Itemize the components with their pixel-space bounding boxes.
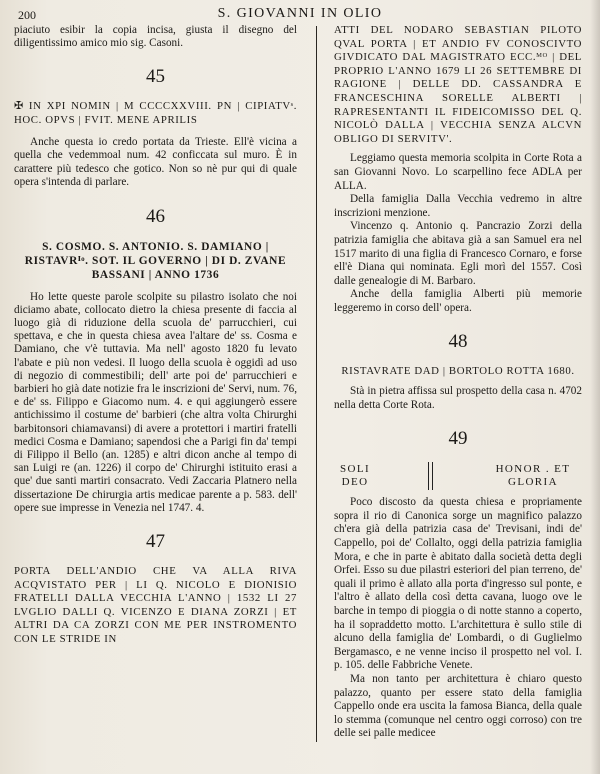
commentary-48: Stà in pietra affissa sul prospetto della casa n. 4702 nella detta Corte Rota. xyxy=(334,385,582,411)
section-number-45: 45 xyxy=(146,66,165,88)
word-gloria: GLORIA xyxy=(508,476,558,489)
page-number: 200 xyxy=(18,8,36,22)
section-number-47: 47 xyxy=(146,531,165,553)
section-number-46: 46 xyxy=(146,205,165,227)
commentary-46: Ho lette queste parole scolpite su pilastro isolato che noi diciamo abate, collocato dietro la chiesa presente di faccia al luogo già di riduzione della scuola de' parrucchieri, cui spettava, e che in questa chiesa avea l'altare de' ss. Cosma e Damiano, che v'è tuttavia. Ma nell' agosto 1820 fu levato l'abate e più non vedesi. Il luogo della scuola è oggidì ad uso di negozio di commestibili; dell' arte poi de' parrucchieri e barbieri ho già date notizie fra le inscrizioni de' Servi, num. 76, e de' ss. Filippo e Giacomo num. 4. e qui aggiungerò essere antichissimo il costume de' barbieri (che altra volta Chirurghi barbitonsori chiamavansi) di avere a protettori i martiri fratelli medici Cosma e Damiano; sapendosi che a Parigi fin da' tempi di Filippo il Bello (an. 1285) e altri dicon anche al tempo di san Luigi re (an. 1226) il corpo de' Chirurghi istituito erasi a que' due santi martiri consacrato. Vedi Zaccaria Platnero nella dissertazione De chirurgia artis medicae parente a p. 583. dell' opere sue impresse in Venezia nel 1747. 4. xyxy=(14,290,297,514)
inscription-49 xyxy=(340,462,576,490)
inscription-49-right xyxy=(490,463,576,489)
commentary-45: Anche questa io credo portata da Trieste. Ell'è vicina a quella che vedemmoal num. 42 conficcata sul muro. È in carattere più tedesco che gotico. Non so nè pur qui di quale opera s'intenda di parlare. xyxy=(14,135,297,189)
inscription-48: RISTAVRATE DAD | BORTOLO ROTTA 1680. xyxy=(341,365,575,378)
scan-shadow-edge xyxy=(590,0,600,774)
intro-paragraph: piaciuto esibir la copia incisa, giusta il disegno del diligentissimo amico mio sig. Casoni. xyxy=(14,24,297,50)
left-column xyxy=(14,24,297,647)
running-title: S. GIOVANNI IN OLIO xyxy=(217,6,383,21)
commentary-49-b: Ma non tanto per architettura è chiaro questo palazzo, quanto per essere stato della famiglia Cappello onde era uscita la famosa Bianca, della quale lo stemma (comunque nel centro oggi corroso) con tre delle sei palle medicee xyxy=(334,672,582,740)
commentary-47-c: Vincenzo q. Antonio q. Pancrazio Zorzi della patrizia famiglia che abitava già a san Samuel era nel 1517 marito di una figlia di Francesco Cornaro, e forse ell'è Diana qui nominata. Egli morì del 1557. Così dalle genealogie di M. Barbaro. xyxy=(334,220,582,287)
section-number-48: 48 xyxy=(448,331,468,353)
column-divider xyxy=(316,26,317,742)
commentary-47-b: Della famiglia Dalla Vecchia vedremo in altre inscrizioni menzione. xyxy=(334,193,582,219)
commentary-47-a: Leggiamo questa memoria scolpita in Corte Rota a san Giovanni Novo. Lo scarpellino fece ADLA per ALLA. xyxy=(334,152,582,192)
inscription-49-left xyxy=(340,463,370,489)
commentary-47-d: Anche della famiglia Alberti più memorie leggeremo in corso dell' opera. xyxy=(334,288,582,314)
inscription-45: ✠ IN XPI NOMIN | M CCCCXXVIII. PN | CIPIATVˢ. HOC. OPVS | FVIT. MENE APRILIS xyxy=(14,100,297,126)
word-soli: SOLI xyxy=(340,463,371,476)
inscription-47-continued: ATTI DEL NODARO SEBASTIAN PILOTO QVAL PORTA | ET ANDIO FV CONOSCIVTO GIVDICATO DAL MAGISTRATO ECC.ᴹᴼ | DEL PROPRIO L'ANNO 1679 LI 26 SETTEMBRE DI RAGIONE | DELLE DD. CASSANDRA E FRANCESCHINA SORELLE ALBERTI | RAPRESENTANTI IL FIDEICOMISSO DEL Q. NICOLÒ DALLA | VECCHIA SENZA ALCVN OBLIGO DI SERVITV'. xyxy=(334,24,582,145)
word-honor-et: HONOR . ET xyxy=(495,463,571,476)
commentary-49: Poco discosto da questa chiesa e propriamente sopra il rio di Canonica sorge un magnifico palazzo ch'era già della patrizia casa de' Trevisani, indi de' Cappello, poi de' Collalto, oggi della patrizia famiglia Mora, e che in parte è abitato dalla società detta degli Orfei. Esso su due pilastri esteriori del pian terreno, de' quali il primo è allato alla porta d'ingresso sul ponte, e l'altro è allato della così detta cavana, luogo ove le barche in tempo di pioggia o di notte stanno a coperto, ha il sopraddetto motto. L'architettura è sullo stile di alcuno della famiglia de' Lombardi, o di Guglielmo Bergamasco, e ne venne inciso il prospetto nel vol. I. p. 105. delle Fabbriche Venete. xyxy=(334,496,582,672)
inscription-47-start: PORTA DELL'ANDIO CHE VA ALLA RIVA ACQVISTATO PER | LI Q. NICOLO E DIONISIO FRATELLI DALLA VECCHIA L'ANNO | 1532 LI 27 LVGLIO DALLI Q. VICENZO E DIANA ZORZI | ET ALTRI DA CA ZORZI CON ME PER INSTROMENTO CON LE STRIDE IN xyxy=(14,565,297,645)
section-number-49: 49 xyxy=(448,428,468,450)
pillar-bars xyxy=(428,462,433,490)
right-column xyxy=(334,24,582,741)
page-header xyxy=(12,6,588,24)
inscription-46: S. COSMO. S. ANTONIO. S. DAMIANO | RISTAVRᴵᵒ. SOT. IL GOVERNO | DI D. ZVANE BASSANI | ANNO 1736 xyxy=(24,240,287,282)
word-deo: DEO xyxy=(341,476,369,489)
